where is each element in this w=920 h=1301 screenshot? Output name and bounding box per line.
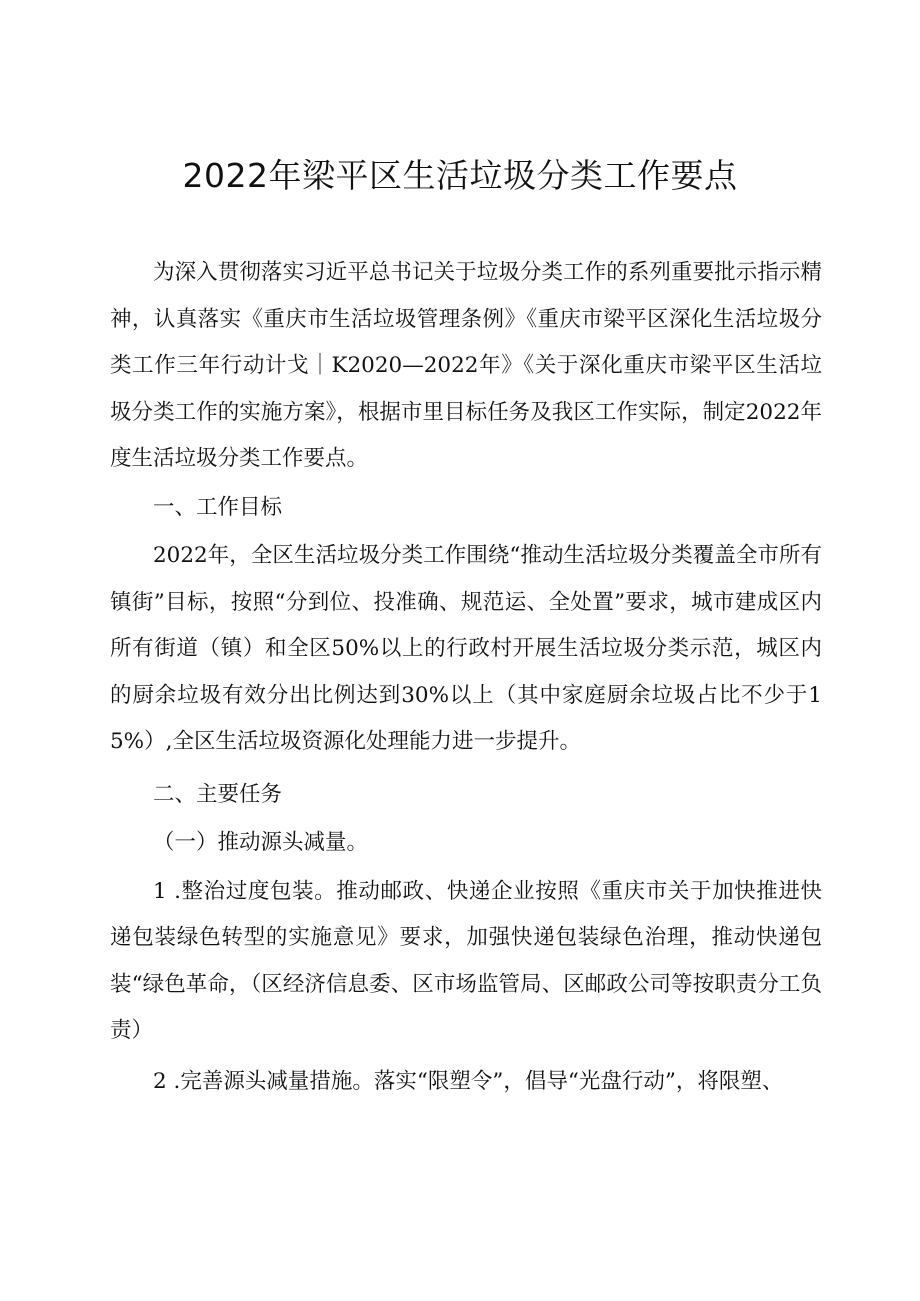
list-item-reduction-measures: 2 .完善源头减量措施。落实“限塑令”，倡导“光盘行动”，将限塑、 — [153, 1068, 784, 1094]
section-heading-goals: 一、工作目标 — [153, 494, 283, 520]
list-item-packaging: 1 .整治过度包装。推动邮政、快递企业按照《重庆市关于加快推进快递包装绿色转型的实施意见》要求，加强快递包装绿色治理，推动快递包装“绿色革命，（区经济信息委、区市场监管局、区邮政公司等按职责分工负责） — [110, 878, 822, 1043]
subsection-heading-source-reduction: （一）推动源头减量。 — [153, 830, 369, 855]
document-title: 2022年梁平区生活垃圾分类工作要点 — [182, 156, 738, 195]
goals-paragraph: 2022年，全区生活垃圾分类工作围绕“推动生活垃圾分类覆盖全市所有镇街”目标，按照“分到位、投准确、规范运、全处置”要求，城市建成区内所有街道（镇）和全区50%以上的行政村开展生活垃圾分类示范，城区内的厨余垃圾有效分出比例达到30%以上（其中家庭厨余垃圾占比不少于15%）,全区生活垃圾资源化处理能力进一步提升。 — [110, 543, 822, 754]
section-heading-tasks: 二、主要任务 — [153, 781, 283, 807]
intro-paragraph: 为深入贯彻落实习近平总书记关于垃圾分类工作的系列重要批示指示精神，认真落实《重庆市生活垃圾管理条例》《重庆市梁平区深化生活垃圾分类工作三年行动计戈｜K2020—2022年》《关于深化重庆市梁平区生活垃圾分类工作的实施方案》，根据市里目标任务及我区工作实际，制定2022年度生活垃圾分类工作要点。 — [110, 260, 822, 471]
document-body — [110, 250, 822, 1105]
